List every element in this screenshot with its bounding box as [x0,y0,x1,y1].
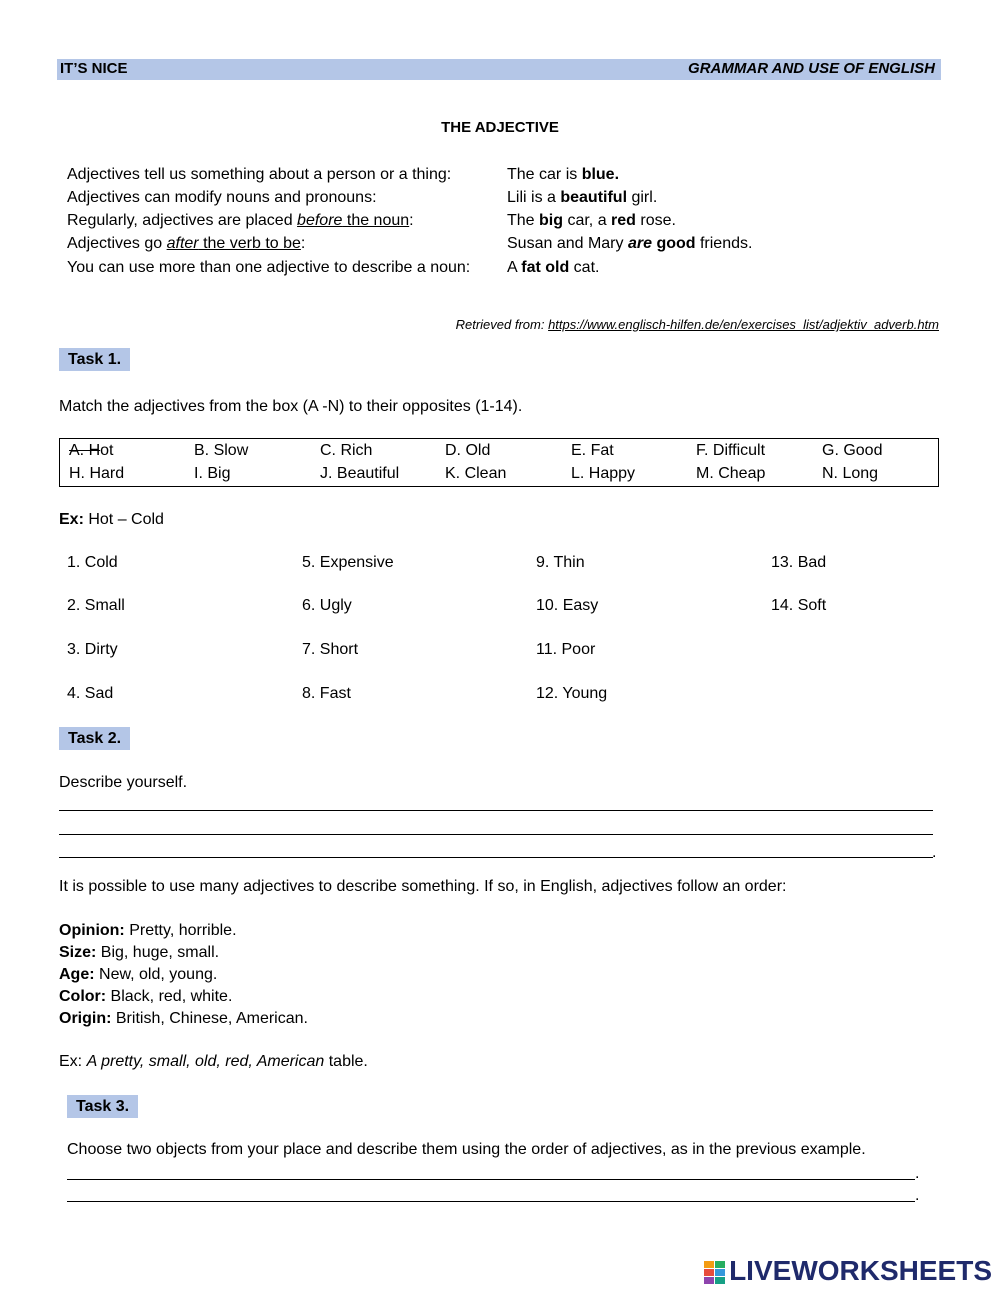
rule-text-part: Adjectives tell us something about a person or a thing: [67,166,452,183]
box-adjective-rest: ot [100,442,114,459]
rule-text-part: blue. [581,166,620,183]
box-adjective: C. Rich [320,442,373,459]
retrieved-note [456,317,939,332]
answer-line[interactable] [67,1179,915,1180]
line-end-period: . [932,844,937,861]
opposite-item[interactable]: 4. Sad [67,685,114,702]
order-item [59,921,237,941]
order-category: Size: [59,944,97,961]
task3-instruction: Choose two objects from your place and describe them using the order of adjectives, as in the previous example. [67,1141,866,1158]
line-end-period: . [915,1165,920,1182]
box-adjective: B. Slow [194,442,249,459]
opposite-item[interactable]: 12. Young [536,685,608,702]
answer-line[interactable] [59,810,933,811]
rule-text-part: : [409,212,414,229]
order-item [59,943,219,963]
box-adjective: L. Happy [571,465,636,482]
order-example-suffix: table. [324,1053,368,1070]
order-examples: New, old, young. [94,966,218,983]
order-item [59,1009,308,1029]
rule-text-part: fat old [521,259,570,276]
example-text: Hot – Cold [83,511,164,528]
order-examples: Big, huge, small. [96,944,220,961]
order-examples: Black, red, white. [106,988,233,1005]
adjective-box [59,438,939,487]
answer-line[interactable] [67,1201,915,1202]
rule-description [67,188,377,208]
opposite-item[interactable]: 5. Expensive [302,554,394,571]
rule-text-part: beautiful [560,189,628,206]
rule-text-part: Adjectives can modify nouns and pronouns: [67,189,377,206]
order-example [59,1052,368,1072]
rule-text-part: girl. [627,189,658,206]
rule-text-part: The car is [507,166,582,183]
box-adjective: I. Big [194,465,231,482]
rule-description [67,211,414,231]
rule-description [67,258,470,278]
rule-text-part: car, a [563,212,612,229]
task1-instruction: Match the adjectives from the box (A -N) to their opposites (1-14). [59,398,523,415]
box-adjective: M. Cheap [696,465,766,482]
box-adjective: H. Hard [69,465,125,482]
rule-example [507,188,657,208]
opposite-item[interactable]: 11. Poor [536,641,596,658]
order-intro: It is possible to use many adjectives to describe something. If so, in English, adjectives follow an order: [59,878,787,895]
liveworksheets-icon [704,1261,726,1285]
rule-text-part: big [539,212,564,229]
box-adjective: F. Difficult [696,442,766,459]
order-category: Opinion: [59,922,125,939]
opposite-item[interactable]: 14. Soft [771,597,827,614]
opposite-item[interactable]: 7. Short [302,641,359,658]
opposite-item[interactable]: 9. Thin [536,554,585,571]
header-right: GRAMMAR AND USE OF ENGLISH [688,60,935,77]
order-item [59,987,232,1007]
box-adjective: J. Beautiful [320,465,400,482]
rule-text-part: rose. [635,212,676,229]
task1-label: Task 1. [59,348,130,371]
opposite-item[interactable]: 8. Fast [302,685,351,702]
rule-text-part: Lili is a [507,189,561,206]
rule-description [67,165,451,185]
box-adjective: E. Fat [571,442,614,459]
rule-text-part: friends. [695,235,753,252]
rule-text-part: Regularly, adjectives are placed [67,212,298,229]
box-adjective: G. Good [822,442,883,459]
answer-line[interactable] [59,857,933,858]
line-end-period: . [915,1187,920,1204]
rule-text-part: the noun [342,212,410,229]
opposite-item[interactable]: 2. Small [67,597,125,614]
rule-example [507,258,599,278]
order-example-prefix: Ex: [59,1053,87,1070]
rule-text-part: The [507,212,540,229]
logo-text: LIVEWORKSHEETS [729,1255,992,1286]
rule-description [67,234,305,254]
source-link[interactable]: https://www.englisch-hilfen.de/en/exercises_list/adjektiv_adverb.htm [548,317,939,332]
rule-text-part: red [611,212,636,229]
header-left: IT’S NICE [60,60,128,77]
order-examples: Pretty, horrible. [124,922,237,939]
opposite-item[interactable]: 6. Ugly [302,597,352,614]
opposite-item[interactable]: 10. Easy [536,597,599,614]
rule-example [507,165,619,185]
order-category: Color: [59,988,107,1005]
rule-example [507,234,752,254]
page-title: THE ADJECTIVE [441,119,559,136]
rule-example [507,211,676,231]
order-examples: British, Chinese, American. [111,1010,308,1027]
task2-label: Task 2. [59,727,130,750]
box-adjective: D. Old [445,442,491,459]
opposite-item[interactable]: 3. Dirty [67,641,118,658]
rule-text-part: the verb to be [198,235,301,252]
order-category: Age: [59,966,95,983]
rule-text-part: after [166,235,199,252]
opposite-item[interactable]: 1. Cold [67,554,118,571]
example-label: Ex: [59,511,84,528]
rule-text-part: are [627,235,652,252]
order-example-italic: A pretty, small, old, red, American [86,1053,325,1070]
rule-text-part: before [297,212,343,229]
rule-text-part: Susan and Mary [507,235,628,252]
task3-label: Task 3. [67,1095,138,1118]
retrieved-label: Retrieved from: [455,317,549,332]
task2-instruction: Describe yourself. [59,774,188,791]
rule-text-part: You can use more than one adjective to describe a noun: [67,259,471,276]
opposite-item[interactable]: 13. Bad [771,554,827,571]
example-line [59,510,164,530]
rule-text-part: cat. [569,259,600,276]
box-adjective: N. Long [822,465,879,482]
order-item [59,965,217,985]
rule-text-part: Adjectives go [67,235,167,252]
rule-text-part: good [656,235,696,252]
rule-text-part: : [300,235,306,252]
box-adjective [69,441,113,461]
order-category: Origin: [59,1010,112,1027]
liveworksheets-logo [704,1255,992,1287]
box-adjective: K. Clean [445,465,507,482]
box-adjective-crossed: A. H [69,442,101,459]
rule-text-part: A [507,259,522,276]
answer-line[interactable] [59,834,933,835]
